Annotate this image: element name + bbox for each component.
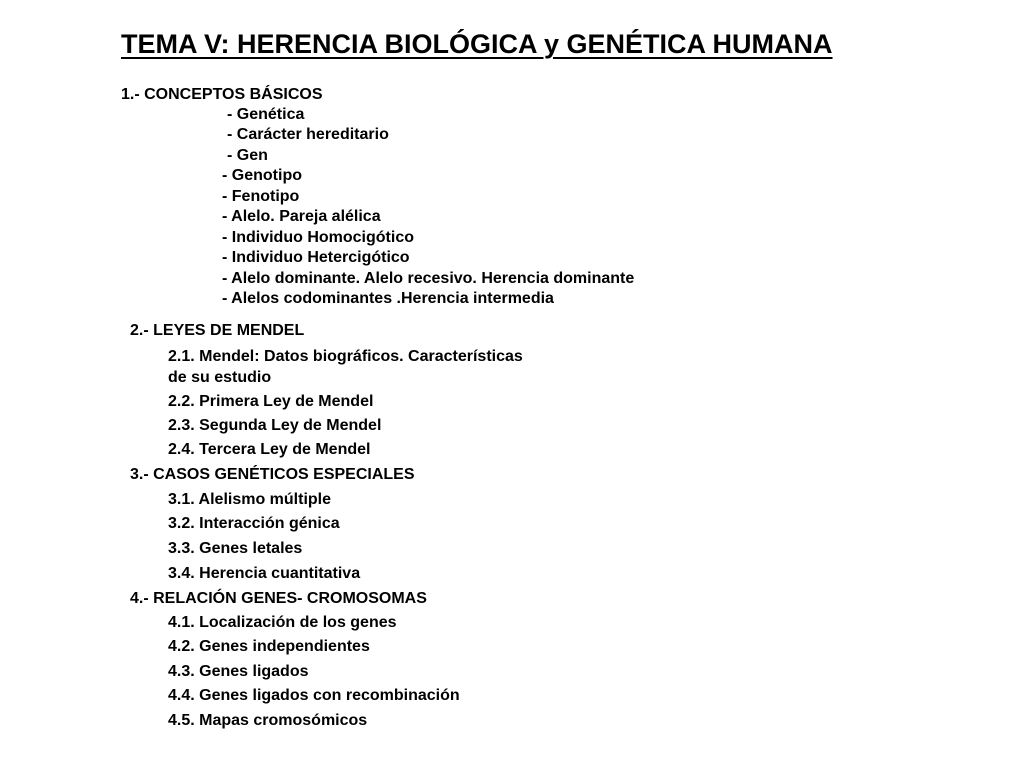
section-4-item: 4.2. Genes independientes xyxy=(168,638,370,655)
section-1-item: - Alelos codominantes .Herencia intermedia xyxy=(222,290,554,307)
section-4-item: 4.4. Genes ligados con recombinación xyxy=(168,687,460,704)
section-4-item: 4.1. Localización de los genes xyxy=(168,614,397,631)
section-3-heading: 3.- CASOS GENÉTICOS ESPECIALES xyxy=(130,466,415,483)
section-2-item: 2.1. Mendel: Datos biográficos. Características xyxy=(168,348,523,365)
section-3-item: 3.2. Interacción génica xyxy=(168,515,340,532)
section-1-item: - Genética xyxy=(227,106,305,123)
section-4-heading: 4.- RELACIÓN GENES- CROMOSOMAS xyxy=(130,590,427,607)
section-1-item: - Genotipo xyxy=(222,167,302,184)
section-1-item: - Fenotipo xyxy=(222,188,300,205)
section-2-item: de su estudio xyxy=(168,369,272,386)
section-2-item: 2.3. Segunda Ley de Mendel xyxy=(168,417,382,434)
section-2-item: 2.4. Tercera Ley de Mendel xyxy=(168,441,371,458)
section-2-item: 2.2. Primera Ley de Mendel xyxy=(168,393,374,410)
section-4-item: 4.5. Mapas cromosómicos xyxy=(168,712,368,729)
section-3-item: 3.3. Genes letales xyxy=(168,540,303,557)
section-1-item: - Gen xyxy=(227,147,268,164)
section-1-item: - Carácter hereditario xyxy=(227,126,389,143)
section-3-item: 3.4. Herencia cuantitativa xyxy=(168,565,361,582)
section-1-item: - Alelo dominante. Alelo recesivo. Herencia dominante xyxy=(222,270,635,287)
section-1-item: - Individuo Homocigótico xyxy=(222,229,414,246)
section-1-heading: 1.- CONCEPTOS BÁSICOS xyxy=(121,86,323,103)
section-1-item: - Individuo Hetercigótico xyxy=(222,249,410,266)
section-2-heading: 2.- LEYES DE MENDEL xyxy=(130,322,305,339)
section-1-item: - Alelo. Pareja alélica xyxy=(222,208,381,225)
section-4-item: 4.3. Genes ligados xyxy=(168,663,309,680)
page-title: TEMA V: HERENCIA BIOLÓGICA y GENÉTICA HUMANA xyxy=(121,29,833,59)
section-3-item: 3.1. Alelismo múltiple xyxy=(168,491,332,508)
